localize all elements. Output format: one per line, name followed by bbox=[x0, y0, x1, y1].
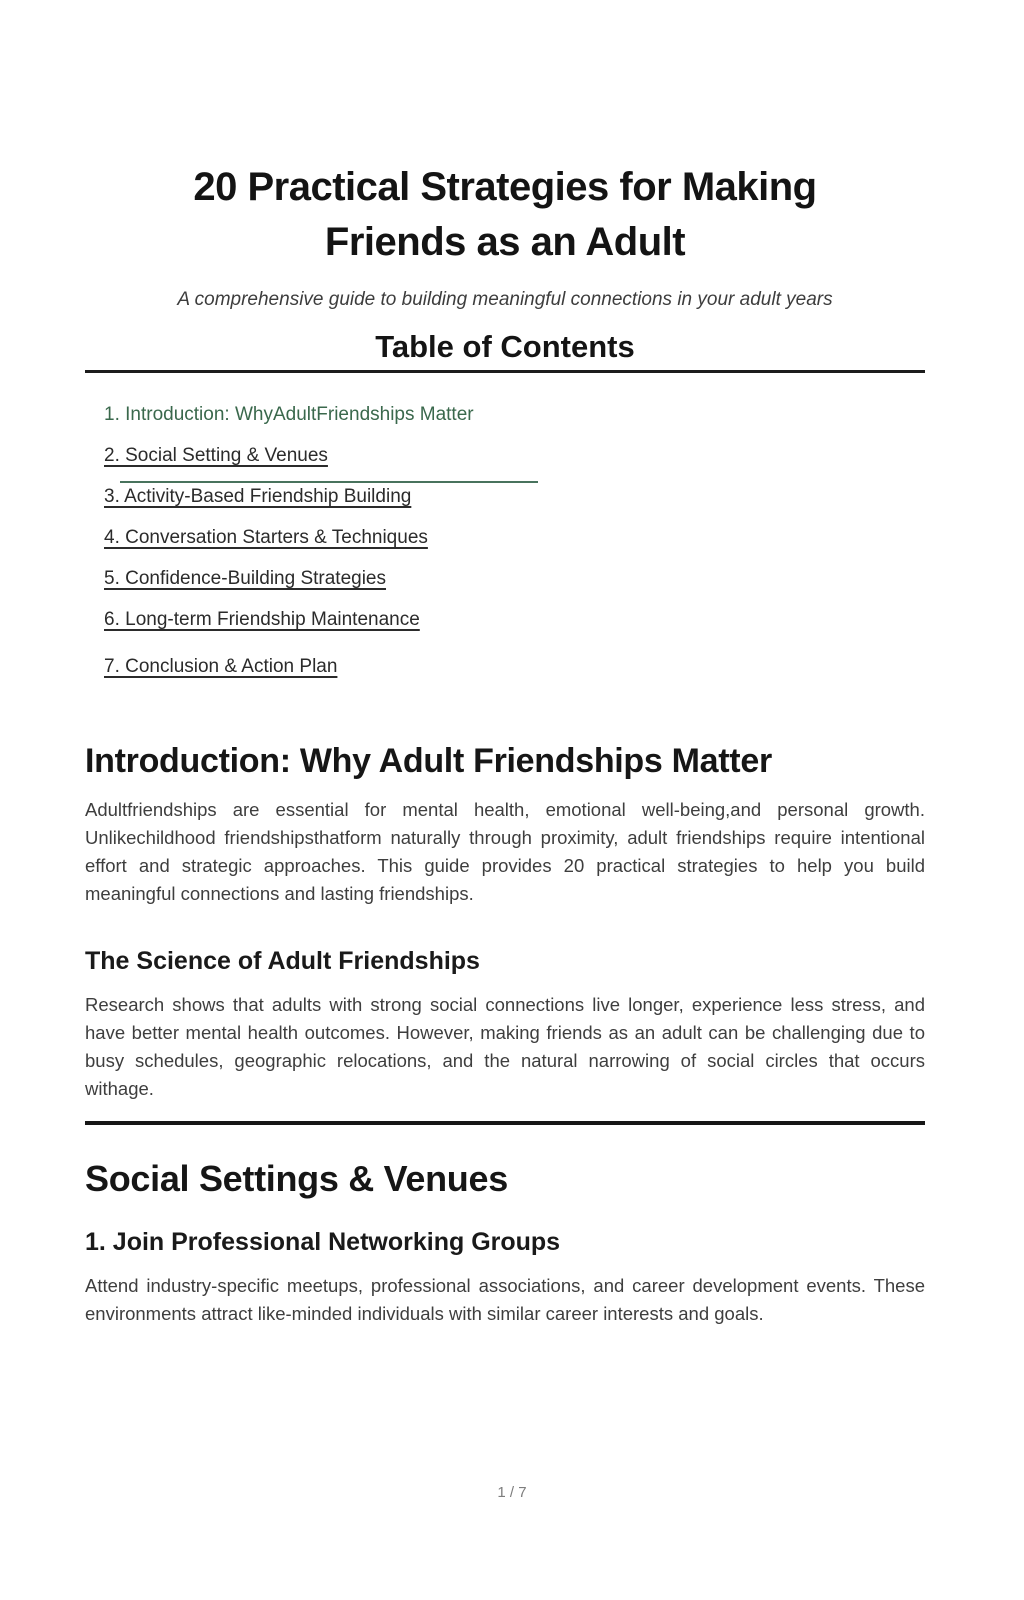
toc-item-long-term bbox=[104, 608, 925, 632]
toc-green-accent-line bbox=[120, 481, 538, 483]
social-settings-heading: Social Settings & Venues bbox=[85, 1158, 508, 1199]
introduction-heading: Introduction: Why Adult Friendships Matter bbox=[85, 742, 772, 780]
strategy-1-paragraph: Attend industry-specific meetups, professional associations, and career development events. These environments attract like-minded individuals with similar career interests and goals. bbox=[85, 1275, 925, 1324]
toc-link-long-term[interactable]: 6. Long-term Friendship Maintenance bbox=[104, 609, 420, 630]
page-title-line-1: 20 Practical Strategies for Making bbox=[193, 165, 817, 209]
toc-divider-rule bbox=[85, 370, 925, 373]
strategy-1-heading: 1. Join Professional Networking Groups bbox=[85, 1228, 561, 1256]
toc-link-confidence-building[interactable]: 5. Confidence-Building Strategies bbox=[104, 568, 387, 589]
toc-item-social-settings bbox=[104, 444, 925, 468]
science-paragraph: Research shows that adults with strong social connections live longer, experience less stress, and have better mental health outcomes. However, making friends as an adult can be challenging due to busy schedules, geographic relocations, and the natural narrowing of social circles that occurs withage. bbox=[85, 994, 925, 1099]
table-of-contents bbox=[85, 403, 925, 679]
page-title-line-2: Friends as an Adult bbox=[324, 220, 686, 264]
toc-link-introduction[interactable]: 1. Introduction: WhyAdultFriendships Matter bbox=[104, 404, 474, 425]
toc-heading: Table of Contents bbox=[375, 329, 635, 364]
toc-item-activity-based bbox=[104, 485, 925, 509]
introduction-paragraph: Adultfriendships are essential for mental health, emotional well-being,and personal growth. Unlikechildhood friendshipsthatform naturally through proximity, adult friendships require intentional effort and strategic approaches. This guide provides 20 practical strategies to help you build meaningful connections and lasting friendships. bbox=[85, 799, 925, 904]
section-divider-rule bbox=[85, 1121, 925, 1125]
toc-item-confidence-building bbox=[104, 567, 925, 591]
toc-link-social-settings[interactable]: 2. Social Setting & Venues bbox=[104, 445, 328, 466]
science-subheading: The Science of Adult Friendships bbox=[85, 947, 480, 975]
toc-item-introduction bbox=[104, 403, 925, 427]
page-title bbox=[85, 160, 925, 270]
toc-link-conversation-starters[interactable]: 4. Conversation Starters & Techniques bbox=[104, 527, 428, 548]
page-content bbox=[85, 0, 925, 1328]
page-number: 1 / 7 bbox=[497, 1484, 527, 1501]
toc-link-activity-based[interactable]: 3. Activity-Based Friendship Building bbox=[104, 486, 412, 507]
toc-link-conclusion[interactable]: 7. Conclusion & Action Plan bbox=[104, 656, 338, 677]
toc-item-conclusion bbox=[104, 655, 925, 679]
page-subtitle: A comprehensive guide to building meaningful connections in your adult years bbox=[177, 289, 833, 310]
toc-item-conversation-starters bbox=[104, 526, 925, 550]
